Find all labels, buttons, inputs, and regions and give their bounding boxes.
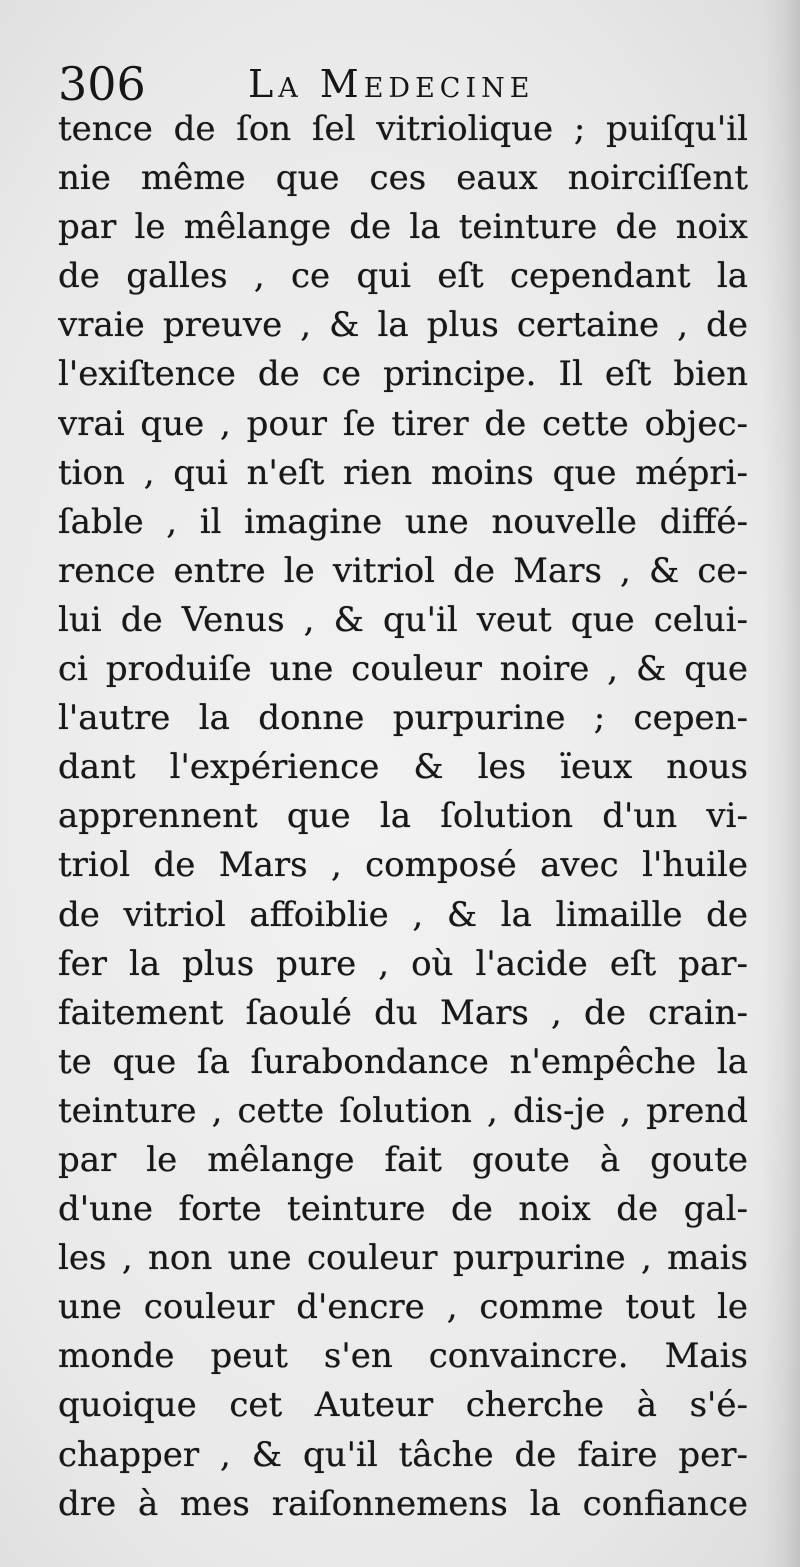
text-line: chapper , & qu'il tâche de faire per- — [58, 1434, 748, 1475]
text-line: triol de Mars , composé avec l'huile — [58, 845, 748, 886]
text-line: lui de Venus , & qu'il veut que celui- — [58, 599, 748, 640]
text-line: apprennent que la ſolution d'un vi- — [58, 796, 748, 837]
text-line: par le mêlange de la teinture de noix — [58, 207, 748, 248]
text-line: te que ſa ſurabondance n'empêche la — [58, 1041, 748, 1082]
text-line: tence de ſon ſel vitriolique ; puiſqu'il — [58, 109, 748, 149]
text-line: quoique cet Auteur cherche à s'é- — [58, 1385, 748, 1426]
text-line: dant l'expérience & les ïeux nous — [58, 747, 748, 788]
page-edge-shadow — [762, 0, 800, 1567]
text-line: l'autre la donne purpurine ; cepen- — [58, 698, 748, 739]
text-line: d'une forte teinture de noix de gal- — [58, 1189, 748, 1230]
page-number: 306 — [58, 57, 146, 111]
text-line: l'exiſtence de ce principe. Il eſt bien — [58, 354, 748, 395]
text-line: dre à mes raiſonnemens la confiance — [58, 1483, 748, 1524]
text-line: teinture , cette ſolution , dis-je , prend — [58, 1090, 748, 1131]
body-text — [58, 105, 748, 1529]
text-line: une couleur d'encre , comme tout le — [58, 1287, 748, 1328]
text-line: tion , qui n'eſt rien moins que mépri- — [58, 452, 748, 493]
text-line: faitement ſaoulé du Mars , de crain- — [58, 992, 748, 1033]
text-line: de vitriol affoiblie , & la limaille de — [58, 894, 748, 935]
text-line: monde peut s'en convaincre. Mais — [58, 1336, 748, 1377]
text-line: ci produiſe une couleur noire , & que — [58, 649, 748, 690]
text-line: ſable , il imagine une nouvelle diffé- — [58, 501, 748, 542]
text-line: fer la plus pure , où l'acide eſt par- — [58, 943, 748, 984]
page-header — [58, 50, 758, 110]
text-line: rence entre le vitriol de Mars , & ce- — [58, 550, 748, 591]
running-title: La Medecine — [248, 62, 535, 106]
text-line: vraie preuve , & la plus certaine , de — [58, 305, 748, 346]
text-line: par le mêlange fait goute à goute — [58, 1139, 748, 1180]
text-line: vrai que , pour ſe tirer de cette objec- — [58, 403, 748, 444]
text-line: de galles , ce qui eſt cependant la — [58, 256, 748, 297]
text-line: nie même que ces eaux noirciſſent — [58, 158, 748, 199]
text-line: les , non une couleur purpurine , mais — [58, 1238, 748, 1279]
